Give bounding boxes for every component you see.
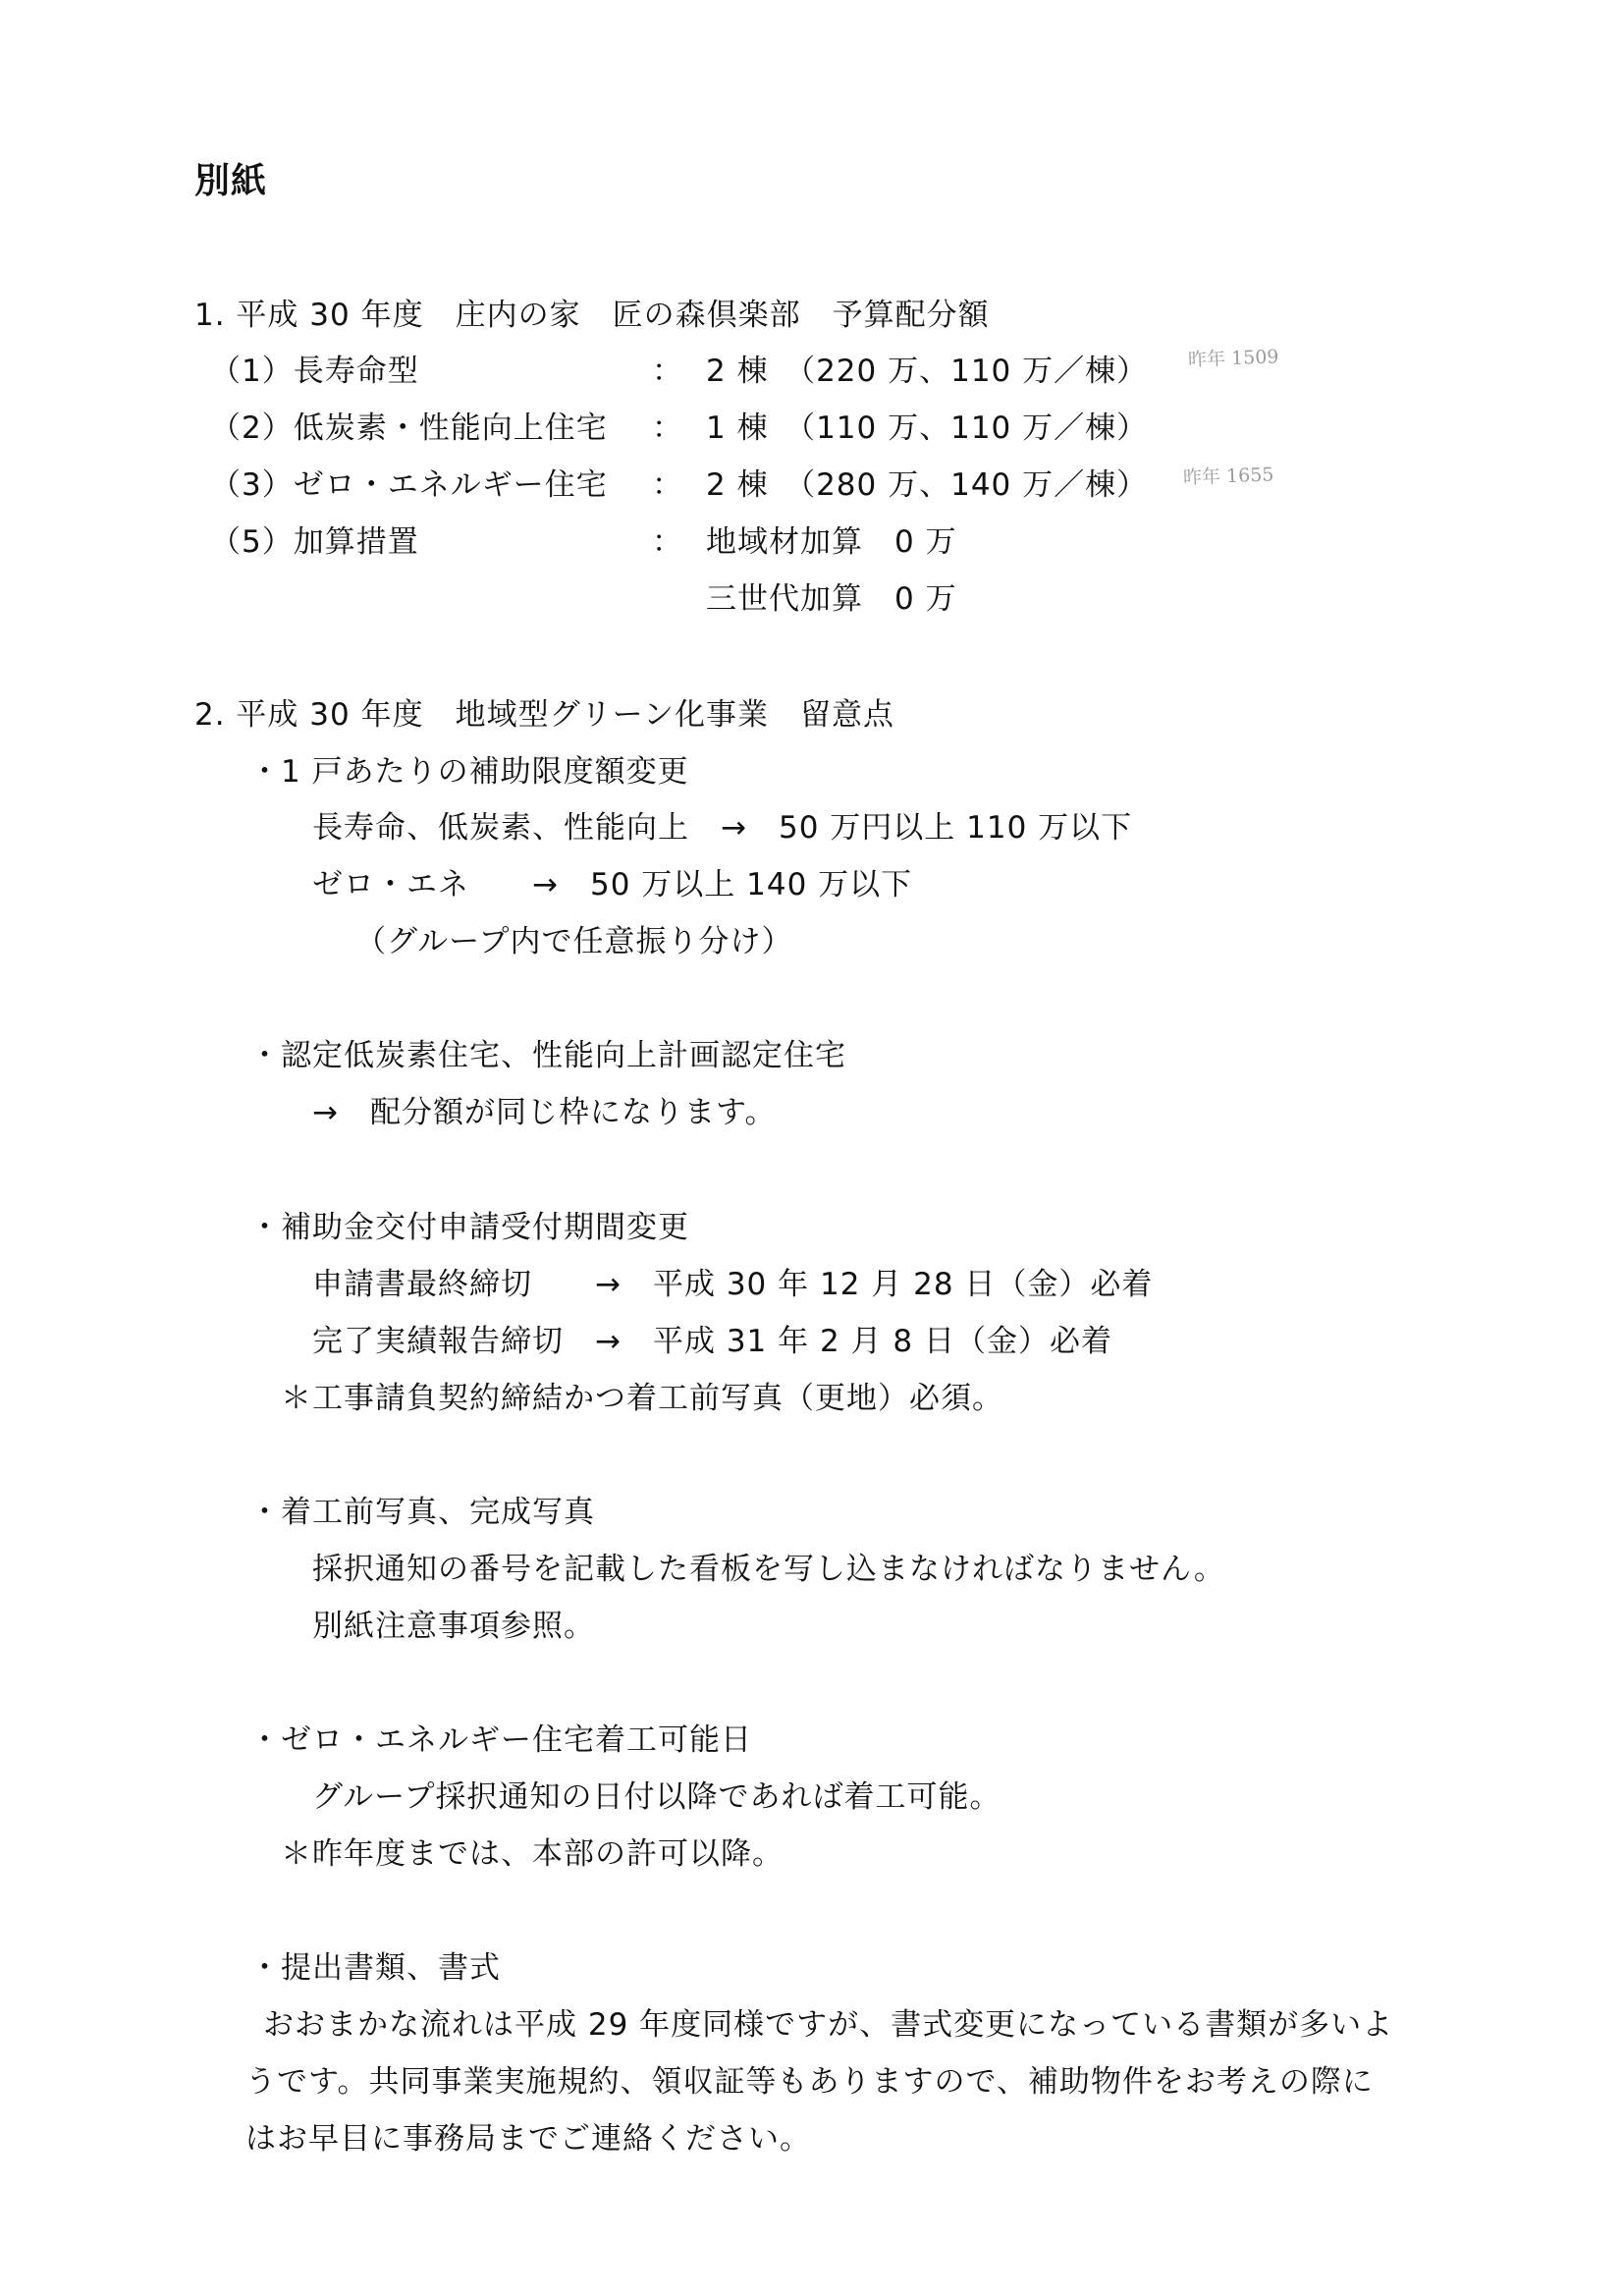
- certified-line-1: → 配分額が同じ枠になります。: [312, 1095, 777, 1130]
- row-value: 2 棟 （280 万、140 万／棟）: [706, 467, 1149, 503]
- row-label: （5）加算措置: [210, 524, 419, 560]
- budget-extra-value: 三世代加算 0 万: [706, 581, 957, 617]
- row-colon: ：: [652, 467, 683, 503]
- row-colon: ：: [652, 354, 683, 389]
- documents-line-2: うです。共同事業実施規約、領収証等もありますので、補助物件をお考えの際に: [245, 2064, 1374, 2100]
- handwritten-note-3: 昨年 1655: [1182, 464, 1274, 489]
- budget-row-3: [210, 465, 1585, 505]
- budget-row-5: [210, 522, 1585, 562]
- documents-line-1: おおまかな流れは平成 29 年度同様ですが、書式変更になっている書類が多いよ: [263, 2007, 1394, 2043]
- bullet-documents: ・提出書類、書式: [249, 1950, 501, 1986]
- limit-line-2: ゼロ・エネ → 50 万以上 140 万以下: [312, 867, 913, 902]
- photos-line-1: 採択通知の番号を記載した看板を写し込まなければなりません。: [312, 1552, 1225, 1587]
- bullet-zeroene: ・ゼロ・エネルギー住宅着工可能日: [249, 1722, 752, 1758]
- page-title: 別紙: [194, 161, 268, 201]
- row-colon: ：: [652, 410, 683, 446]
- zeroene-line-2: ＊昨年度までは、本部の許可以降。: [281, 1836, 784, 1872]
- row-label: （3）ゼロ・エネルギー住宅: [210, 467, 608, 503]
- budget-row-2: [210, 409, 1585, 448]
- bullet-limit: ・1 戸あたりの補助限度額変更: [249, 754, 689, 790]
- row-label: （1）長寿命型: [210, 354, 419, 389]
- row-label: （2）低炭素・性能向上住宅: [210, 410, 608, 446]
- row-value: 1 棟 （110 万、110 万／棟）: [706, 410, 1149, 446]
- handwritten-note-1: 昨年 1509: [1187, 346, 1279, 371]
- period-line-2: 完了実績報告締切 → 平成 31 年 2 月 8 日（金）必着: [312, 1324, 1112, 1359]
- photos-line-2: 別紙注意事項参照。: [312, 1609, 595, 1644]
- bullet-photos: ・着工前写真、完成写真: [249, 1495, 595, 1530]
- zeroene-line-1: グループ採択通知の日付以降であれば着工可能。: [312, 1779, 1001, 1815]
- budget-row-1: [210, 352, 1585, 391]
- bullet-certified: ・認定低炭素住宅、性能向上計画認定住宅: [249, 1038, 846, 1073]
- row-value: 2 棟 （220 万、110 万／棟）: [706, 354, 1149, 389]
- limit-line-1: 長寿命、低炭素、性能向上 → 50 万円以上 110 万以下: [312, 810, 1133, 846]
- period-line-3: ＊工事請負契約締結かつ着工前写真（更地）必須。: [281, 1381, 1003, 1416]
- bullet-period: ・補助金交付申請受付期間変更: [249, 1210, 689, 1245]
- section2-heading: 2. 平成 30 年度 地域型グリーン化事業 留意点: [194, 697, 894, 733]
- row-value: 地域材加算 0 万: [706, 524, 957, 560]
- row-colon: ：: [652, 524, 683, 560]
- documents-line-3: はお早目に事務局までご連絡ください。: [245, 2121, 811, 2157]
- section1-heading: 1. 平成 30 年度 庄内の家 匠の森倶楽部 予算配分額: [194, 298, 990, 333]
- period-line-1: 申請書最終締切 → 平成 30 年 12 月 28 日（金）必着: [312, 1267, 1154, 1302]
- limit-line-3: （グループ内で任意振り分け）: [355, 924, 793, 959]
